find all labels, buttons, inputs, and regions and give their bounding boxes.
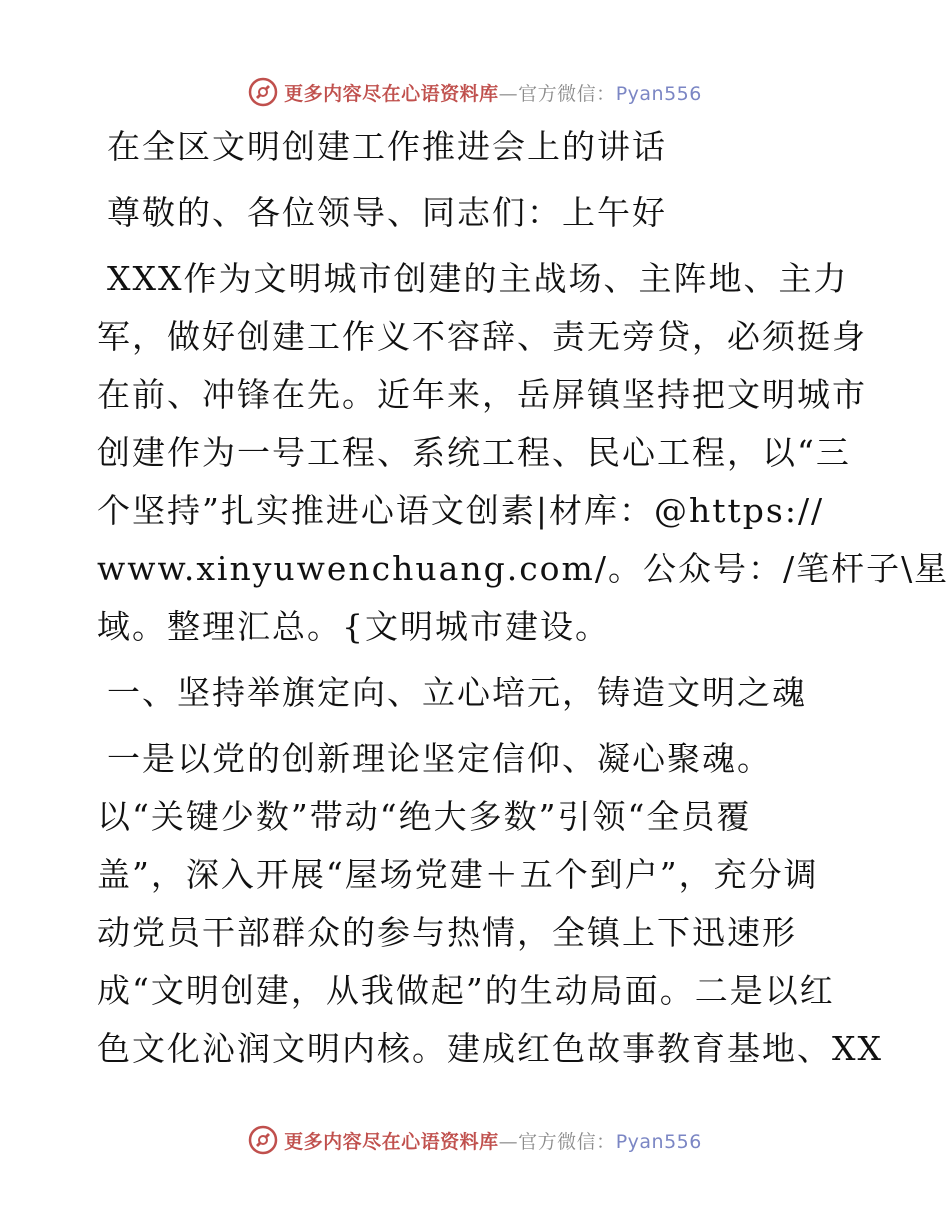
document-body [97, 118, 950, 1078]
paragraph-line: XXX作为文明城市创建的主战场、主阵地、主力 [107, 259, 849, 298]
watermark-dash: — [498, 82, 519, 105]
greeting: 尊敬的、各位领导、同志们：上午好 [107, 193, 667, 232]
section-heading: 一、坚持举旗定向、立心培元，铸造文明之魂 [107, 673, 807, 712]
paragraph-line: 盖”，深入开展“屋场党建＋五个到户”，充分调 [97, 855, 819, 894]
watermark-dash: — [498, 1130, 519, 1153]
watermark-official: 官方微信： [518, 1130, 616, 1153]
watermark-id: Pyan556 [615, 1130, 702, 1153]
paragraph-line: 色文化沁润文明内核。建成红色故事教育基地、XX [97, 1029, 883, 1068]
paragraph-1 [97, 250, 950, 656]
logo-icon [248, 1125, 278, 1155]
paragraph-line: 动党员干部群众的参与热情，全镇上下迅速形 [97, 913, 797, 952]
paragraph-line: www.xinyuwenchuang.com/。公众号：/笔杆子\星 [97, 549, 950, 588]
watermark-brand: 更多内容尽在心语资料库 [284, 1130, 499, 1153]
watermark-text [284, 79, 702, 106]
paragraph-line: 在前、冲锋在先。近年来，岳屏镇坚持把文明城市 [97, 375, 867, 414]
paragraph-line: 军，做好创建工作义不容辞、责无旁贷，必须挺身 [97, 317, 867, 356]
document-title: 在全区文明创建工作推进会上的讲话 [107, 127, 667, 166]
logo-icon [248, 77, 278, 107]
paragraph-line: 成“文明创建，从我做起”的生动局面。二是以红 [97, 971, 835, 1010]
paragraph-line: 个坚持”扎实推进心语文创素|材库：@https:// [97, 491, 825, 530]
paragraph-line: 创建作为一号工程、系统工程、民心工程，以“三 [97, 433, 851, 472]
paragraph-2 [97, 788, 883, 1078]
watermark-brand: 更多内容尽在心语资料库 [284, 82, 499, 105]
watermark-text [284, 1127, 702, 1154]
section-subheading: 一是以党的创新理论坚定信仰、凝心聚魂。 [107, 739, 772, 778]
paragraph-line: 以“关键少数”带动“绝大多数”引领“全员覆 [97, 797, 752, 836]
watermark-official: 官方微信： [518, 82, 616, 105]
footer-watermark [0, 1120, 950, 1160]
header-watermark [0, 72, 950, 112]
paragraph-line: 域。整理汇总。{文明城市建设。 [97, 607, 610, 646]
watermark-id: Pyan556 [615, 82, 702, 105]
